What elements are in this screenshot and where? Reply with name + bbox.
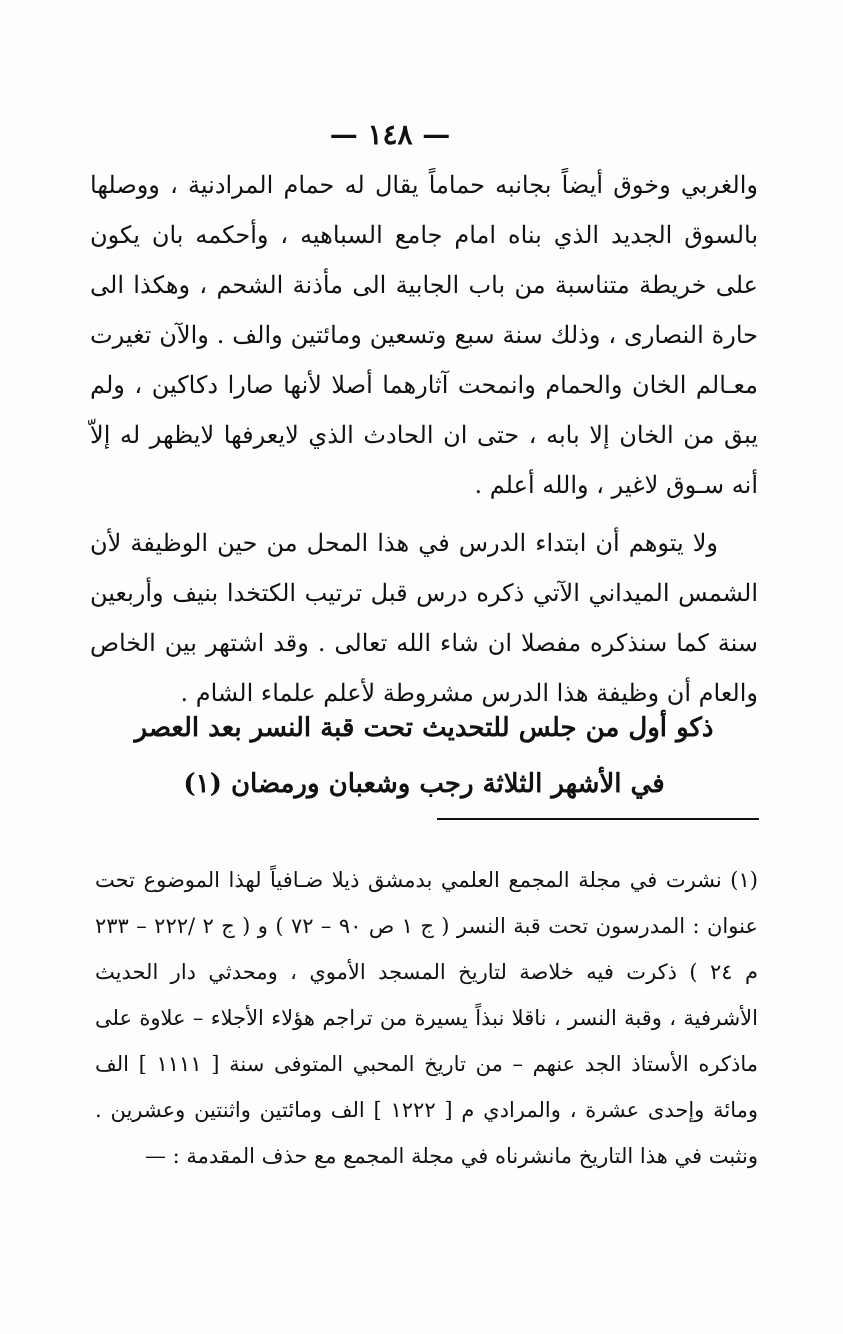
paragraph-1: والغربي وخوق أيضاً بجانبه حماماً يقال له حمام المرادنية ، ووصلها بالسوق الجديد الذي بناه امام جامع السباهيه ، وأحكمه بان يكون على خريطة متناسبة من باب الجابية الى مأذنة الشحم ، وهكذا الى حارة النصارى ، وذلك سنة سبع وتسعين ومائتين والف . والآن تغيرت معـالم الخان والحمام وانمحت آثارهما أصلا لأنها صارا دكاكين ، ولم يبق من الخان إلا بابه ، حتى ان الحادث الذي لايعرفها لايظهر له إلاّ أنه سـوق لاغير ، والله أعلم . — [90, 171, 758, 499]
footnote-divider — [437, 818, 759, 820]
footnote: (١) نشرت في مجلة المجمع العلمي بدمشق ذيلا ضـافياً لهذا الموضوع تحت عنوان : المدرسون تحت قبة النسر ( ج ١ ص ٩٠ – ٧٢ ) و ( ج ٢ /٢٢٢ – ٢٣٣ م ٢٤ ) ذكرت فيه خلاصة لتاريخ المسجد الأموي ، ومحدثي دار الحديث الأشرفية ، وقبة النسر ، ناقلا نبذاً يسيرة من تراجم هؤلاء الأجلاء – علاوة على ماذكره الأستاذ الجد عنهم – من تاريخ المحبي المتوفى سنة [ ١١١١ ] الف ومائة وإحدى عشرة ، والمرادي م [ ١٢٢٢ ] الف ومائتين واثنتين وعشرين . ونثبت في هذا التاريخ مانشرناه في مجلة المجمع مع حذف المقدمة : — — [95, 868, 759, 1168]
page-number: — ١٤٨ — — [329, 118, 451, 151]
section-heading — [90, 700, 758, 812]
body-text — [90, 160, 758, 718]
paragraph-2: ولا يتوهم أن ابتداء الدرس في هذا المحل من حين الوظيفة لأن الشمس الميداني الآتي ذكره درس قبل ترتيب الكتخدا بنيف وأربعين سنة كما سنذكره مفصلا ان شاء الله تعالى . وقد اشتهر بين الخاص والعام أن وظيفة هذا الدرس مشروطة لأعلم علماء الشام . — [90, 529, 758, 707]
section-heading-line-1: ذكو أول من جلس للتحديث تحت قبة النسر بعد العصر — [134, 713, 714, 743]
section-heading-line-2: في الأشهر الثلاثة رجب وشعبان ورمضان (١) — [183, 769, 665, 799]
